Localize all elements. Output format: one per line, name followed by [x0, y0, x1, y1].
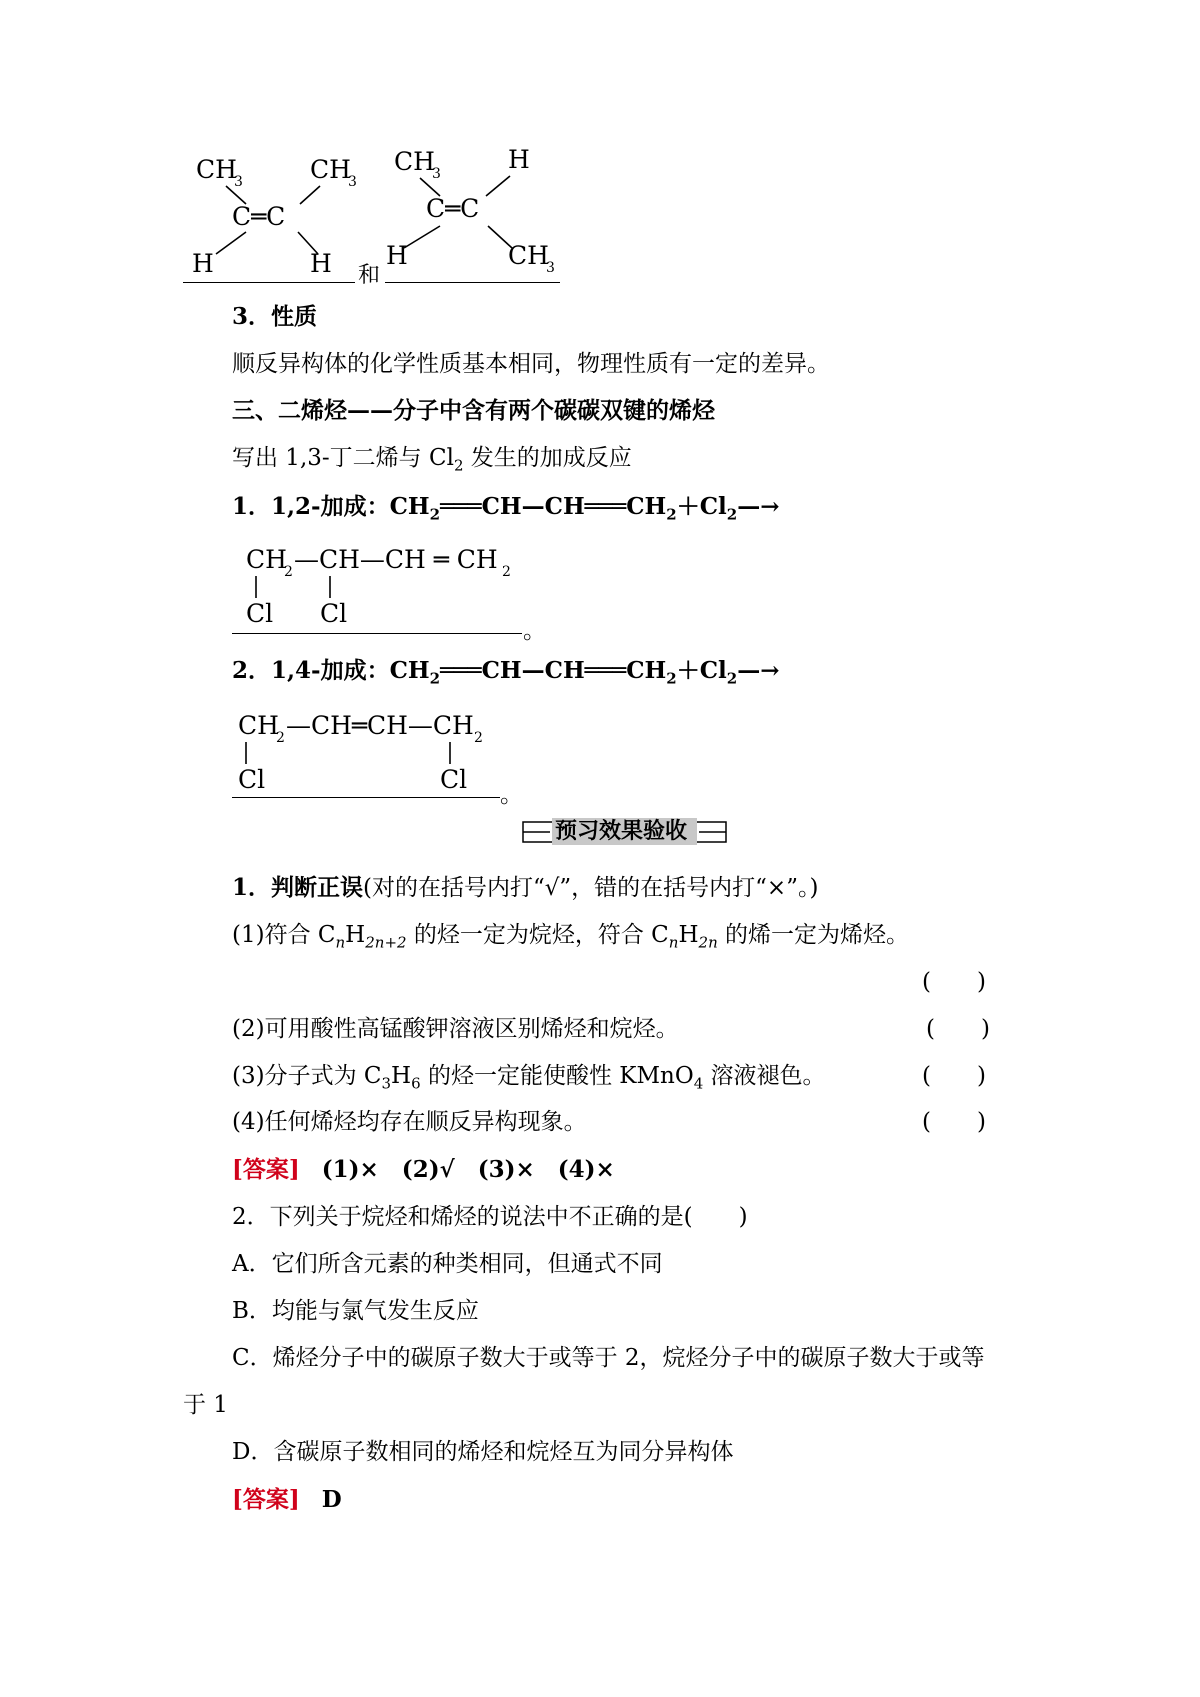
cis-bond-tr — [300, 186, 320, 204]
q1-item3: (3)分子式为 $C_3H_6$ 的烃一定能使酸性 KMnO$_4$ 溶液褪色。 — [232, 1063, 826, 1093]
q1-item1-answer-blank[interactable]: ( ) — [922, 969, 986, 995]
q2-option-a: A．它们所含元素的种类相同，但通式不同 — [232, 1251, 663, 1277]
add12-p2: —CH—CH ═ CH — [294, 545, 498, 574]
cis-top-right-ch: CH — [310, 155, 351, 184]
q1-item3-answer-blank[interactable]: ( ) — [922, 1063, 986, 1089]
add12-end: 。 — [523, 618, 546, 644]
add12-p2-sub: 2 — [502, 564, 511, 580]
add12-cl2: Cl — [320, 599, 348, 628]
cis-bottom-left-h: H — [192, 249, 214, 278]
trans-bottom-left-h: H — [386, 241, 408, 270]
q1-item1: (1)符合 $C_nH_{2n+2}$ 的烃一定为烷烃，符合 $C_nH_{2n}$ 的烯一定为烯烃。 — [232, 922, 910, 952]
q2-option-c-line1: C．烯烃分子中的碳原子数大于或等于 2，烷烃分子中的碳原子数大于或等 — [232, 1345, 985, 1371]
cis-2-butene-structure — [192, 155, 357, 278]
add14-cl1: Cl — [238, 765, 266, 794]
trans-bond-bl — [404, 226, 440, 248]
q2-answer-text: D — [321, 1486, 342, 1513]
add12-p1-sub: 2 — [284, 564, 293, 580]
q2-option-c-line2: 于 1 — [183, 1392, 228, 1418]
cis-double-bond: C═C — [232, 202, 286, 231]
trans-top-left-ch: CH — [394, 147, 435, 176]
add14-end: 。 — [500, 782, 523, 808]
cis-top-right-sub: 3 — [348, 174, 357, 190]
add12-underline — [232, 633, 522, 634]
q1-prompt: 1．判断正误(对的在括号内打“√”，错的在括号内打“×”。) — [232, 874, 819, 901]
diene-heading: 三、二烯烃——分子中含有两个碳碳双键的烯烃 — [232, 397, 715, 424]
add14-p1-sub: 2 — [276, 730, 285, 746]
add14-equation: 2．1,4-加成：$CH_2═══CH—CH═══CH_2+Cl_2—\to$ — [232, 657, 780, 688]
q2-answer-label: [答案] — [232, 1486, 300, 1513]
q1-item2-answer-blank[interactable]: ( ) — [926, 1016, 990, 1042]
q2-prompt: 2．下列关于烷烃和烯烃的说法中不正确的是( ) — [232, 1204, 748, 1230]
section3-body: 顺反异构体的化学性质基本相同，物理性质有一定的差异。 — [232, 351, 830, 377]
underline-cis — [183, 282, 355, 283]
add12-product-structure — [240, 540, 540, 630]
q2-answer — [232, 1485, 342, 1515]
add12-cl1: Cl — [246, 599, 274, 628]
section3-heading: 3．性质 — [232, 303, 318, 330]
trans-2-butene-structure — [386, 145, 555, 276]
trans-bond-tr — [486, 176, 510, 196]
add14-product-structure — [232, 706, 532, 796]
diene-intro: 写出 1,3-丁二烯与 $Cl_2$ 发生的加成反应 — [232, 445, 632, 475]
add14-cl2: Cl — [440, 765, 468, 794]
cis-top-left-ch: CH — [196, 155, 237, 184]
q1-answer-label: [答案] — [232, 1156, 300, 1183]
add14-p2-sub: 2 — [474, 730, 483, 746]
trans-bottom-right-ch: CH — [508, 241, 549, 270]
underline-trans — [385, 282, 560, 283]
trans-double-bond: C═C — [426, 194, 480, 223]
banner-title: 预习效果验收 — [555, 818, 688, 844]
trans-top-left-sub: 3 — [432, 166, 441, 182]
add14-p1: CH — [238, 711, 279, 740]
trans-top-right-h: H — [508, 145, 530, 174]
q1-item2: (2)可用酸性高锰酸钾溶液区别烯烃和烷烃。 — [232, 1016, 679, 1042]
q1-answer — [232, 1155, 615, 1185]
connector-he: 和 — [358, 263, 381, 288]
add14-underline — [232, 797, 500, 798]
cis-bond-bl — [216, 232, 246, 254]
add12-p1: CH — [246, 545, 287, 574]
section-banner — [522, 816, 727, 846]
add14-p2: —CH═CH—CH — [286, 711, 474, 740]
q2-option-b: B．均能与氯气发生反应 — [232, 1298, 479, 1324]
trans-bottom-right-sub: 3 — [546, 260, 555, 276]
q1-answer-text: (1)× (2)√ (3)× (4)× — [321, 1156, 615, 1183]
q1-item4: (4)任何烯烃均存在顺反异构现象。 — [232, 1109, 587, 1135]
q2-option-d: D．含碳原子数相同的烯烃和烷烃互为同分异构体 — [232, 1439, 734, 1465]
q1-item4-answer-blank[interactable]: ( ) — [922, 1109, 986, 1135]
cis-bottom-right-h: H — [310, 249, 332, 278]
cis-top-left-sub: 3 — [234, 174, 243, 190]
add12-equation: 1．1,2-加成：$CH_2═══CH—CH═══CH_2+Cl_2—\to$ — [232, 493, 780, 524]
